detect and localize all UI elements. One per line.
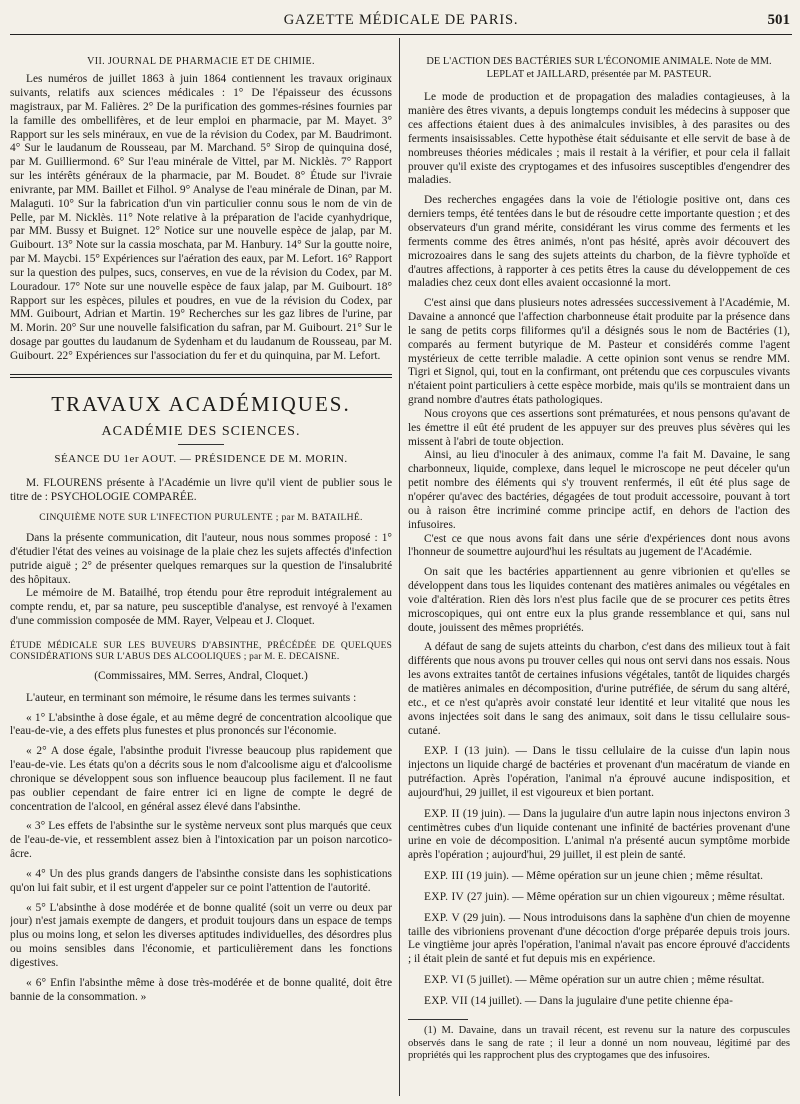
column-divider — [399, 38, 400, 1096]
left-column — [10, 38, 392, 1098]
bacteries-paragraph-5: Ainsi, au lieu d'inoculer à des animaux, comme l'a fait M. Davaine, le sang charbonneux, liquide, complexe, dans lequel le microscope ne peut déceler qu'un petit nombre des éléments qui s'y trouvent renfermés, il eût été plus sage de n'opérer qu'avec des bactéries, dégagées de tout produit accessoire, pouvant à tort ou à raison être incriminé comme principe actif, en dehors de l'action des infusoires. — [408, 449, 790, 531]
absinthe-point-6: « 6° Enfin l'absinthe même à dose très-modérée et de bonne qualité, doit être bannie de la consommation. » — [10, 976, 392, 1003]
experiment-1-label: EXP. I — [424, 745, 459, 758]
bacteries-paragraph-7: On sait que les bactéries appartiennent au genre vibrionien et qu'elles se développent dans tous les liquides contenant des matières animales ou végétales en voie d'altération. Rien dès lors n'est plus facile que de se procurer ces petits êtres microscopiques, qui ont entre eux la plus grande ressemblance et qui, sans nul doute, jouissent des mêmes propriétés. — [408, 566, 790, 634]
bacteries-paragraph-8: A défaut de sang de sujets atteints du charbon, c'est dans des milieux tout à fait différents que nous avons pu trouver celles qui nous ont servi dans nos essais. Nous les avons extraites tantôt de certaines infusions végétales, tantôt de liquides chargés de matières animales en décomposition, d'urine putréfiée, de sérum du sang altéré, etc., et ce n'est qu'après avoir constaté leur identité et leur vitalité que nous les avons injectées soit dans le sang des animaux, soit dans le tissu cellulaire sous-cutané. — [408, 641, 790, 737]
journal-pharmacie-heading: VII. JOURNAL DE PHARMACIE ET DE CHIMIE. — [87, 56, 315, 67]
page-number: 501 — [767, 12, 790, 28]
experiment-7 — [408, 995, 790, 1009]
journal-title: GAZETTE MÉDICALE DE PARIS. — [283, 12, 519, 28]
footnote: (1) M. Davaine, dans un travail récent, est revenu sur la nature des corpuscules observés dans le sang de rate ; il leur a donné un nom nouveau, légitimé par des propriétés qui les rapprochent plus des cryptogames que des infusoires. — [408, 1024, 790, 1062]
experiment-2-text: (19 juin). — Dans la jugulaire d'un autre lapin nous injectons environ 3 centimètres cubes d'un liquide contenant une infinité de bactéries provenant d'une urine en voie de décomposition. L'animal n'a présenté aucun symptôme morbide après l'opération ; aujourd'hui, 29 juillet, il est plein de santé. — [408, 807, 790, 862]
travaux-academiques-title: TRAVAUX ACADÉMIQUES. — [51, 391, 351, 416]
experiment-5-text: (29 juin). — Nous introduisons dans la saphène d'un chien de moyenne taille des vibrioniens provenant d'une décoction d'orge préparée depuis trois jours. Le vingtième jour après l'opération, l'animal n'avait pas encore éprouvé d'accidents ; il était plein de santé et fut depuis mis en expérience. — [408, 911, 790, 966]
experiment-6-label: EXP. VI — [424, 974, 464, 987]
experiment-2-label: EXP. II — [424, 807, 460, 820]
absinthe-point-5: « 5° L'absinthe à dose modérée et de bonne qualité (soit un verre ou deux par jour) n'est jamais exempte de dangers, et produit toujours dans un espace de temps plus ou moins long, et selon les diverses aptitudes individuelles, des désordres plus ou moins sensibles dans l'économie, et particulièrement dans les fonctions digestives. — [10, 901, 392, 969]
experiment-7-label: EXP. VII — [424, 995, 468, 1007]
experiment-4-text: (27 juin). — Même opération sur un chien vigoureux ; même résultat. — [466, 890, 785, 903]
auteur-intro: L'auteur, en terminant son mémoire, le résume dans les termes suivants : — [26, 691, 357, 704]
experiment-4-label: EXP. IV — [424, 890, 465, 903]
experiment-6 — [408, 974, 790, 988]
seance-line: SÉANCE DU 1er AOUT. — PRÉSIDENCE DE M. MORIN. — [54, 453, 348, 466]
experiment-6-text: (5 juillet). — Même opération sur un autre chien ; même résultat. — [466, 974, 765, 987]
absinthe-point-4: « 4° Un des plus grands dangers de l'absinthe consiste dans les sophistications qu'on lui fait subir, et il est urgent d'appeler sur ce point l'attention de l'autorité. — [10, 867, 392, 894]
cinquieme-note-heading: CINQUIÈME NOTE SUR L'INFECTION PURULENTE ; par M. BATAILHÉ. — [39, 512, 363, 524]
experiment-2 — [408, 808, 790, 863]
footnote-rule — [408, 1019, 468, 1020]
experiment-3 — [408, 870, 790, 884]
experiment-5 — [408, 912, 790, 967]
experiment-1-text: (13 juin). — Dans le tissu cellulaire de la cuisse d'un lapin nous injectons un liquide chargé de bactéries et provenant d'un macératum de viande en putréfaction. Après l'opération, l'animal n'a éprouvé aucune indisposition, et aujourd'hui, 29 juillet, il est vigoureux et bien portant. — [408, 745, 790, 799]
experiment-3-text: (19 juin). — Même opération sur un jeune chien ; même résultat. — [466, 870, 763, 883]
absinthe-point-3: « 3° Les effets de l'absinthe sur le système nerveux sont plus marqués que ceux de l'eau-de-vie, et ressemblent assez bien à l'intoxication par un poison narcotico-âcre. — [10, 820, 392, 861]
experiment-1 — [408, 745, 790, 800]
absinthe-point-1: « 1° L'absinthe à dose égale, et au même degré de concentration alcoolique que l'eau-de-vie, a des effets plus funestes et plus prononcés sur l'économie. — [10, 711, 392, 738]
bacteries-paragraph-3: C'est ainsi que dans plusieurs notes adressées successivement à l'Académie, M. Davaine a annoncé que l'affection charbonneuse était produite par la présence dans le sang de petits corps filiformes qu'il a désignés sous le nom de Bactéries (1), comparés au ferment butyrique de M. Pasteur et considérés comme l'agent mystérieux de cette terrible maladie. A cette opinion sont venus se rendre MM. Tigri et Signol, qui, tout en la confirmant, ont prétendu que ces corpuscules vivants n'étaient point particuliers à cette espèce morbide, mais qu'ils se montraient dans un grand nombre d'autres états pathologiques. — [408, 297, 790, 407]
experiment-5-label: EXP. V — [424, 911, 460, 924]
absinthe-point-2: « 2° A dose égale, l'absinthe produit l'ivresse beaucoup plus rapidement que l'eau-de-vie. Les états qu'on a décrits sous le nom d'alcoolisme aigu et d'alcoolisme chronique se développent sous son influence beaucoup plus facilement. Il ne faut pas oublier cependant de faire entrer ici en ligne de compte le degré de concentration de l'alcool, en général assez élevé dans l'absinthe. — [10, 745, 392, 813]
bacteries-heading: DE L'ACTION DES BACTÉRIES SUR L'ÉCONOMIE ANIMALE. Note de MM. LEPLAT et JAILLARD, présentée par M. PASTEUR. — [426, 56, 772, 80]
section-rule — [10, 374, 392, 378]
right-column — [408, 38, 790, 1098]
experiment-3-label: EXP. III — [424, 870, 464, 883]
page-header — [10, 8, 792, 35]
flourens-paragraph: M. FLOURENS présente à l'Académie un livre qu'il vient de publier sous le titre de : PSYCHOLOGIE COMPARÉE. — [10, 476, 392, 503]
batailhe-paragraph-1: Dans la présente communication, dit l'auteur, nous nous sommes proposé : 1° d'étudier l'état des veines au voisinage de la plaie chez les sujets affectés d'infection putride aiguë ; 2° de présenter quelques remarques sur la question de l'insalubrité des hôpitaux. — [10, 532, 392, 586]
academie-sciences-title: ACADÉMIE DES SCIENCES. — [101, 424, 301, 440]
bacteries-paragraph-2: Des recherches engagées dans la voie de l'étiologie positive ont, dans ces derniers temps, été tentées dans le but de résoudre cette importante question ; et des observateurs d'un grand mérite, considérant les virus comme des ferments et les ferments comme des êtres animés, n'ont pas hésité, après avoir découvert des microzoaires dans le sang des sujets atteints du charbon, de la fièvre typhoïde et d'autres affections, à rapporter à ces petits êtres la cause du développement de ces maladies chez ceux dont elles avaient occasionné la mort. — [408, 194, 790, 290]
bacteries-paragraph-4: Nous croyons que ces assertions sont prématurées, et nous pensons qu'avant de les émettre il eût été prudent de les appuyer sur des preuves plus sévères qui les missent à l'abri de toute objection. — [408, 407, 790, 448]
experiment-4 — [408, 891, 790, 905]
etude-absinthe-heading: ÉTUDE MÉDICALE SUR LES BUVEURS D'ABSINTHE, PRÉCÉDÉE DE QUELQUES CONSIDÉRATIONS SUR L'ABUS DES ALCOOLIQUES ; par M. E. DECAISNE. — [10, 640, 392, 663]
experiment-7-text: (14 juillet). — Dans la jugulaire d'une petite chienne épa- — [470, 995, 733, 1007]
bacteries-paragraph-6: C'est ce que nous avons fait dans une série d'expériences dont nous avons l'honneur de soumettre aujourd'hui les résultats au jugement de l'Académie. — [408, 532, 790, 559]
journal-pharmacie-text: Les numéros de juillet 1863 à juin 1864 contiennent les travaux originaux suivants, relatifs aux sciences médicales : 1° De l'épaisseur des écussons magistraux, par M. Falières. 2° De la purification des gommes-résines fournies par la famille des ombellifères, et de leur emploi en pharmacie, par M. Mayet. 3° Rapport sur les sels minéraux, en vue de la révision du Codex, par M. Baudrimont. 4° Sur le laudanum de Rousseau, par M. Marchand. 5° Sirop de quinquina dosé, par M. Guilliermond. 6° Sur l'eau minérale de Vittel, par M. Nicklès. 7° Rapport sur les intérêts généraux de la pharmacie, par M. Boudet. 8° Étude sur l'ivraie enivrante, par MM. Baillet et Filhol. 9° Analyse de l'eau minérale de Dinan, par M. Malaguti. 10° Sur la fabrication d'un vin particulier connu sous le nom de vin de Pelle, par M. Nicklès. 11° Note relative à la préparation de l'acide cyanhydrique, par MM. Bussy et Buignet. 12° Notice sur une nouvelle espèce de jalap, par M. Guibourt. 13° Note sur la cassia moschata, par M. Hanbury. 14° Sur la goutte noire, par M. Maycbi. 15° Expériences sur l'aération des eaux, par M. Lefort. 16° Rapport sur la question des pulpes, sucs, conserves, en vue de la révision du Codex, par M. Louradour. 17° Note sur une nouvelle espèce de faux jalap, par M. Guibourt. 18° Rapport sur les espèces, pilules et poudres, en vue de la révision du Codex, par MM. Guibourt, Adrian et Martin. 19° Recherches sur les gaz libres de l'urine, par M. Morin. 20° Sur une nouvelle falsification du safran, par M. Guibourt. 21° Sur le dosage par gouttes du laudanum de Sydenham et du laudanum de Rousseau, par M. Guibourt. 22° Expériences sur l'association du fer et du quinquina, par M. Lefort. — [10, 73, 392, 363]
batailhe-paragraph-2: Le mémoire de M. Batailhé, trop étendu pour être reproduit intégralement au compte rendu, et, par sa nature, peu susceptible d'analyse, est renvoyé à l'examen d'une commission composée de MM. Rayer, Velpeau et J. Cloquet. — [10, 587, 392, 628]
commissaires-line: (Commissaires, MM. Serres, Andral, Cloquet.) — [94, 669, 308, 682]
bacteries-paragraph-1: Le mode de production et de propagation des maladies contagieuses, à la manière des êtres vivants, a depuis longtemps conduit les médecins à supposer que ces affections étaient dues à des animalcules invisibles, à des parasites ou des ferments insaisissables. Cette hypothèse était séduisante et elle servit de base à de nombreuses théories médicales ; mais il restait à la vérifier, et pour cela il fallait prouver qu'il existe des cryptogames et des infusoires susceptibles d'engendrer des maladies. — [408, 91, 790, 187]
title-rule — [178, 444, 224, 445]
